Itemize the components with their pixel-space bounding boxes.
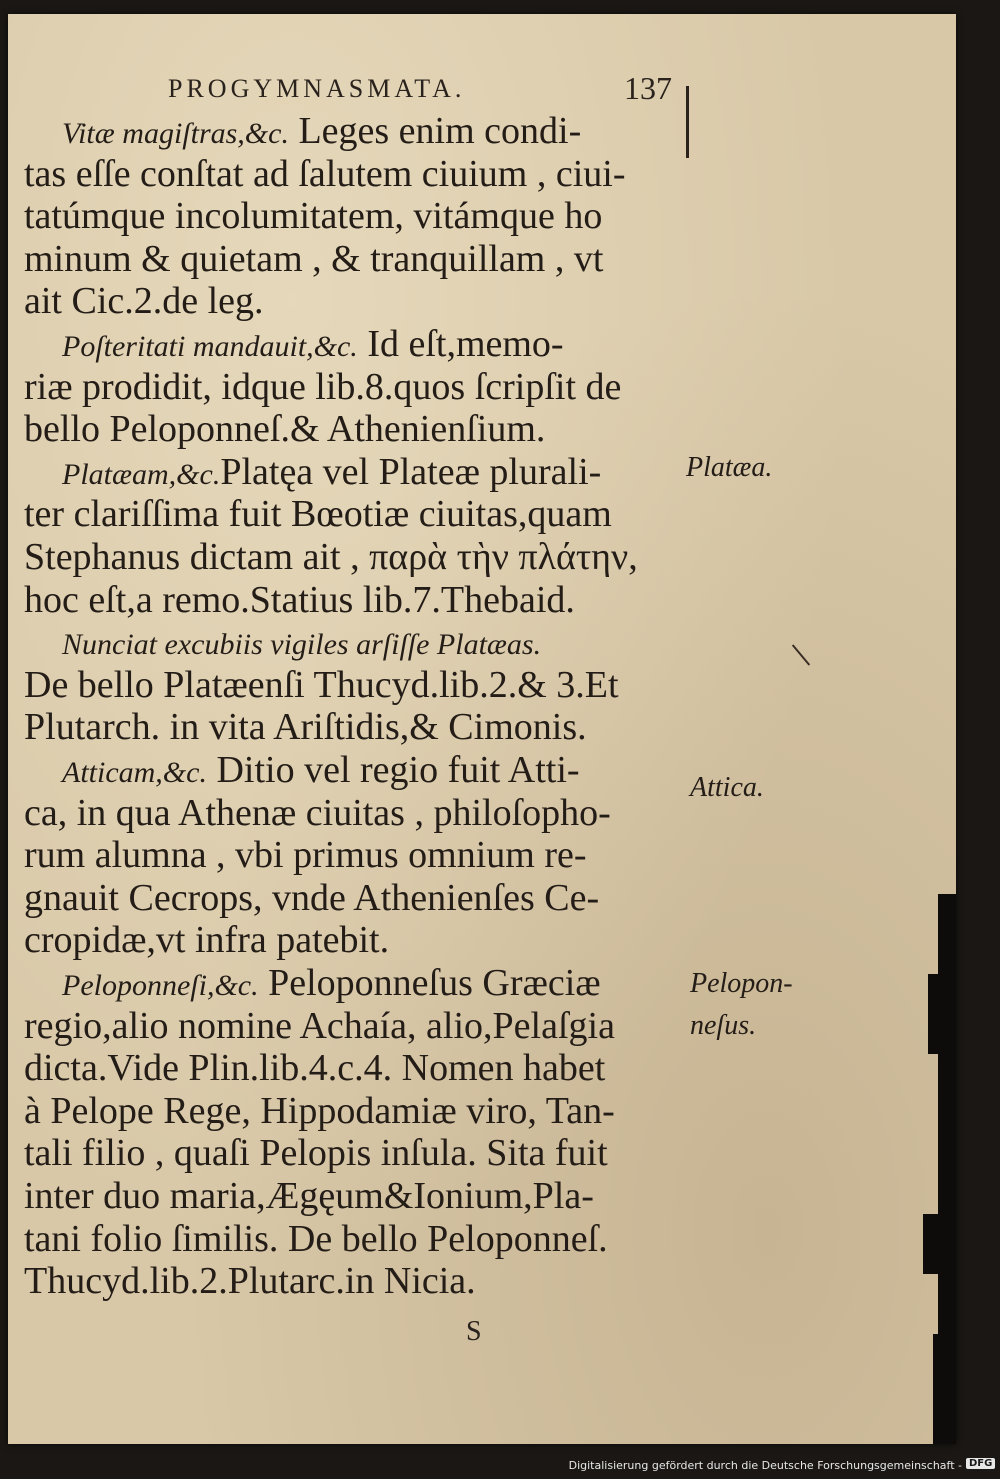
line-text: riæ prodidit, idque lib.8.quos ſcripſit de [24,365,622,408]
line-text: bello Peloponneſ.& Athenienſium. [24,408,546,451]
line-text: tali filio , quaſi Pelopis inſula. Sita fuit [24,1132,608,1175]
catchword: S [466,1316,482,1347]
text-line [24,238,603,280]
line-text: tani folio ſimilis. De bello Peloponneſ. [24,1217,608,1260]
line-text: hoc eſt,a remo.Statius lib.7.Thebaid. [24,578,575,621]
line-text: Platęa vel Plateæ plurali- [220,450,602,493]
line-text: ait Cic.2.de leg. [24,280,264,323]
text-line [62,621,541,666]
text-line [24,1175,594,1217]
lemma: Poſteritati mandauit,&c. [62,330,358,363]
line-text: tatúmque incolumitatem, vitámque ho [24,195,603,238]
text-line [24,877,599,919]
running-title: PROGYMNASMATA. [168,74,466,103]
line-text: De bello Platæenſi Thucyd.lib.2.& 3.Et [24,663,619,706]
margin-note-nesus: neſus. [690,1010,757,1041]
line-text: Plutarch. in vita Ariſtidis,& Cimonis. [24,706,587,749]
line-text: ca, in qua Athenæ ciuitas , philoſopho- [24,791,611,834]
line-text: à Pelope Rege, Hippodamiæ viro, Tan- [24,1089,615,1132]
text-line [24,1090,615,1132]
line-text: Thucyd.lib.2.Plutarc.in Nicia. [24,1260,476,1303]
line-text: inter duo maria,Ægęum&Ionium,Pla- [24,1175,594,1217]
text-line [24,792,611,834]
text-line [62,110,581,155]
line-text: rum alumna , vbi primus omnium re- [24,834,587,877]
lemma: Peloponneſi,&c. [62,969,259,1002]
text-line [24,1005,615,1047]
torn-edge [923,1214,956,1274]
margin-note-pelopon: Pelopon- [690,968,793,999]
lemma: Atticam,&c. [62,756,207,789]
line-text: ter clariſſima fuit Bœotiæ ciuitas,quam [24,493,612,536]
text-line [24,493,612,535]
line-text: gnauit Cecrops, vnde Athenienſes Ce- [24,876,600,919]
margin-note-attica: Attica. [690,772,764,803]
line-text: Stephanus dictam ait , παρὰ τὴν πλάτην, [24,536,638,578]
line-text: minum & quietam , & tranquillam , vt [24,237,604,280]
line-text: dicta.Vide Plin.lib.4.c.4. Nomen habet [24,1047,606,1090]
margin-rule [686,86,689,158]
torn-edge [928,974,956,1054]
text-line [24,919,389,961]
lemma: Platæam,&c. [62,457,221,491]
text-line [62,323,564,368]
text-line [24,1047,605,1089]
text-line [24,834,587,876]
text-line [24,366,621,408]
text-line [24,1218,608,1260]
text-line [24,1132,608,1174]
line-text: Ditio vel regio fuit Atti- [206,749,580,791]
text-line [24,153,625,195]
text-line [62,451,601,496]
torn-edge [933,1334,956,1444]
line-text: regio,alio nomine Achaía, alio,Pelaſgia [24,1004,615,1047]
line-text: tas eſſe conſtat ad ſalutem ciuium , ciui- [24,152,626,195]
dfg-logo: DFG [966,1458,995,1469]
page-number: 137 [624,70,672,106]
text-line [62,962,601,1007]
lemma: Vitæ magiſtras,&c. [62,117,289,150]
margin-note-plataea: Platæa. [686,452,773,483]
line-text: Id eſt,memo- [357,323,564,365]
line-text: Leges enim condi- [288,110,582,152]
text-line [24,536,638,578]
text-line [24,408,545,450]
text-line [24,195,602,237]
text-line [24,579,575,621]
line-text: Peloponneſus Græciæ [258,962,601,1004]
text-line [24,706,587,748]
text-line [24,280,264,322]
text-line [62,749,580,794]
text-line [24,1260,476,1302]
text-line [24,664,619,706]
lemma: Nunciat excubiis vigiles arſiſſe Platæas. [62,628,542,662]
digitization-credit: Digitalisierung gefördert durch die Deutsche Forschungsgemeinschaft - [568,1459,962,1472]
line-text: cropidæ,vt infra patebit. [24,919,390,962]
